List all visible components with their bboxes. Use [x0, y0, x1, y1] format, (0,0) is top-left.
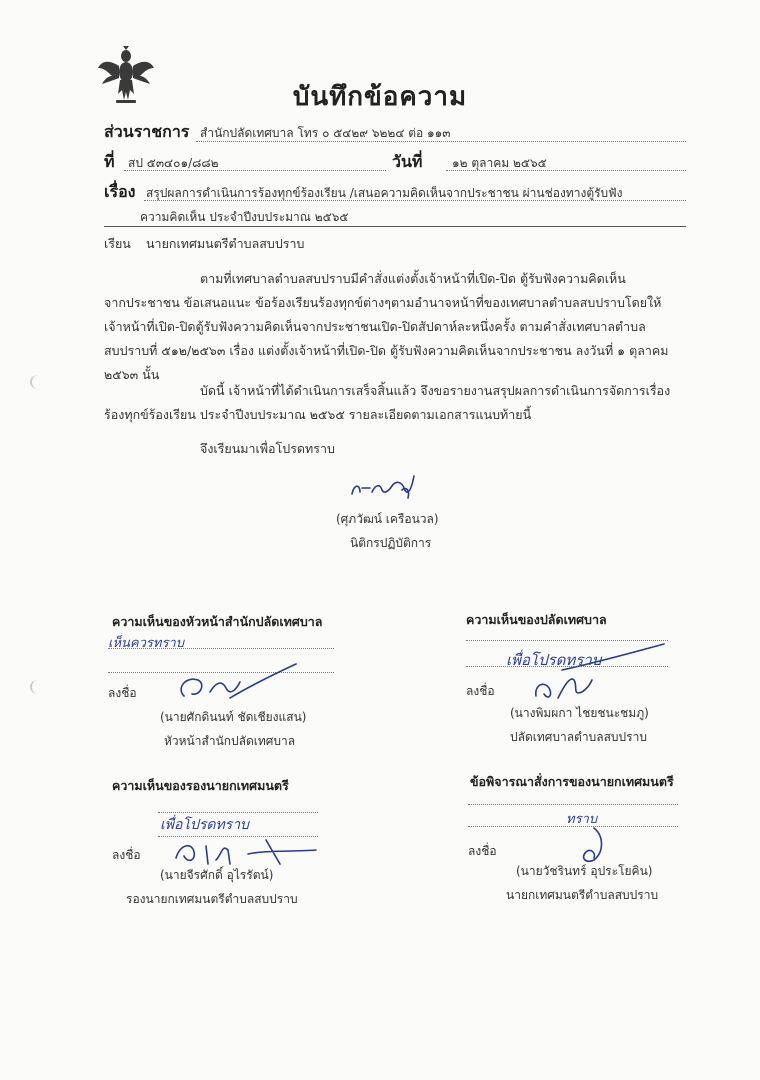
- divider-dotted: [108, 648, 334, 649]
- head-office-position: หัวหน้าสำนักปลัดเทศบาล: [164, 734, 296, 748]
- signature-mark: [530, 666, 600, 706]
- date-value: ๑๒ ตุลาคม ๒๕๖๕: [452, 156, 547, 170]
- agency-label: ส่วนราชการ: [104, 122, 190, 141]
- divider-dotted: [144, 200, 686, 201]
- deputy-mayor-position: รองนายกเทศมนตรีตำบลสบปราบ: [126, 892, 298, 906]
- municipal-clerk-title: ความเห็นของปลัดเทศบาล: [466, 612, 607, 627]
- to-value: นายกเทศมนตรีตำบลสบปราบ: [146, 236, 305, 251]
- subject-line-1: สรุปผลการดำเนินการร้องทุกข์ร้องเรียน /เสนอความคิดเห็นจากประชาชน ผ่านช่องทางตู้รับฟัง: [146, 186, 623, 200]
- municipal-clerk-handwritten: เพื่อโปรดทราบ: [506, 651, 602, 669]
- municipal-clerk-position: ปลัดเทศบาลตำบลสบปราบ: [510, 730, 647, 744]
- body-line: ร้องทุกข์ร้องเรียน ประจำปีงบประมาณ ๒๕๖๕ รายละเอียดตามเอกสารแนบท้ายนี้: [104, 407, 532, 422]
- sign-label: ลงชื่อ: [108, 686, 137, 700]
- signature-mark: [348, 470, 428, 506]
- head-office-name: (นายศักดินนท์ ชัดเชียงแสน): [160, 710, 307, 724]
- body-line: จากประชาชน ข้อเสนอแนะ ข้อร้องเรียนร้องทุกข์ต่างๆตามอำนาจหน้าที่ของเทศบาลตำบลสบปราบโดยให้: [104, 295, 662, 310]
- sign-label: ลงชื่อ: [468, 844, 497, 858]
- body-line: ตามที่เทศบาลตำบลสบปราบมีคำสั่งแต่งตั้งเจ้าหน้าที่เปิด-ปิด ตู้รับฟังความคิดเห็น: [200, 271, 626, 286]
- subject-line-2: ความคิดเห็น ประจำปีงบประมาณ ๒๕๖๕: [140, 210, 349, 224]
- mayor-handwritten: ทราบ: [566, 812, 598, 827]
- punch-hole-mark: [30, 375, 46, 389]
- subject-label: เรื่อง: [104, 182, 136, 201]
- head-office-handwritten: เห็นควรทราบ: [108, 636, 184, 651]
- to-label: เรียน: [104, 236, 131, 251]
- deputy-mayor-name: (นายจีรศักดิ์ อุไรรัตน์): [160, 868, 274, 882]
- body-line: เจ้าหน้าที่เปิด-ปิดตู้รับฟังความคิดเห็นจากประชาชนเปิด-ปิดสัปดาห์ละหนึ่งครั้ง ตามคำสั่งเทศบาลตำบล: [104, 319, 646, 334]
- body-line: สบปราบที่ ๕๑๒/๒๕๖๓ เรื่อง แต่งตั้งเจ้าหน้าที่เปิด-ปิด ตู้รับฟังความคิดเห็นจากประชาชน ลงวันที่ ๑ ตุลาคม: [104, 343, 669, 358]
- ref-label: ที่: [104, 152, 115, 171]
- divider-dotted: [446, 170, 686, 171]
- mayor-title: ข้อพิจารณาสั่งการของนายกเทศมนตรี: [470, 774, 674, 789]
- divider-dotted: [124, 170, 386, 171]
- sign-label: ลงชื่อ: [466, 684, 495, 698]
- signature-mark: [170, 662, 300, 706]
- body-line: บัดนี้ เจ้าหน้าที่ได้ดำเนินการเสร็จสิ้นแล้ว จึงขอรายงานสรุปผลการดำเนินการจัดการเรื่อง: [200, 383, 671, 398]
- head-office-title: ความเห็นของหัวหน้าสำนักปลัดเทศบาล: [112, 614, 323, 629]
- deputy-mayor-title: ความเห็นของรองนายกเทศมนตรี: [112, 778, 289, 793]
- mayor-position: นายกเทศมนตรีตำบลสบปราบ: [506, 888, 659, 902]
- header-rule: [104, 226, 686, 227]
- signature-mark: [170, 830, 320, 870]
- closing-text: จึงเรียนมาเพื่อโปรดทราบ: [200, 441, 335, 456]
- signer-position: นิติกรปฏิบัติการ: [350, 536, 432, 550]
- sign-label: ลงชื่อ: [112, 848, 141, 862]
- mayor-name: (นายวัชรินทร์ อุประโยคิน): [516, 864, 653, 878]
- punch-hole-mark: [30, 680, 46, 694]
- signer-name: (ศุภวัฒน์ เครือนวล): [336, 512, 439, 526]
- deputy-mayor-handwritten: เพื่อโปรดทราบ: [160, 817, 249, 833]
- signature-mark: [560, 822, 620, 866]
- ref-value: สป ๕๓๔๐๑/๘๘๒: [128, 156, 219, 170]
- agency-value: สำนักปลัดเทศบาล โทร ๐ ๕๔๒๙ ๖๒๒๔ ต่อ ๑๑๓: [200, 126, 451, 140]
- municipal-clerk-name: (นางพิมผกา ไชยชนะชมภู): [510, 706, 649, 720]
- body-line: ๒๕๖๓ นั้น: [104, 367, 160, 382]
- page-title: บันทึกข้อความ: [292, 82, 468, 112]
- divider-dotted: [158, 812, 318, 813]
- divider-dotted: [468, 804, 678, 805]
- date-label: วันที่: [392, 152, 423, 171]
- divider-dotted: [196, 141, 686, 142]
